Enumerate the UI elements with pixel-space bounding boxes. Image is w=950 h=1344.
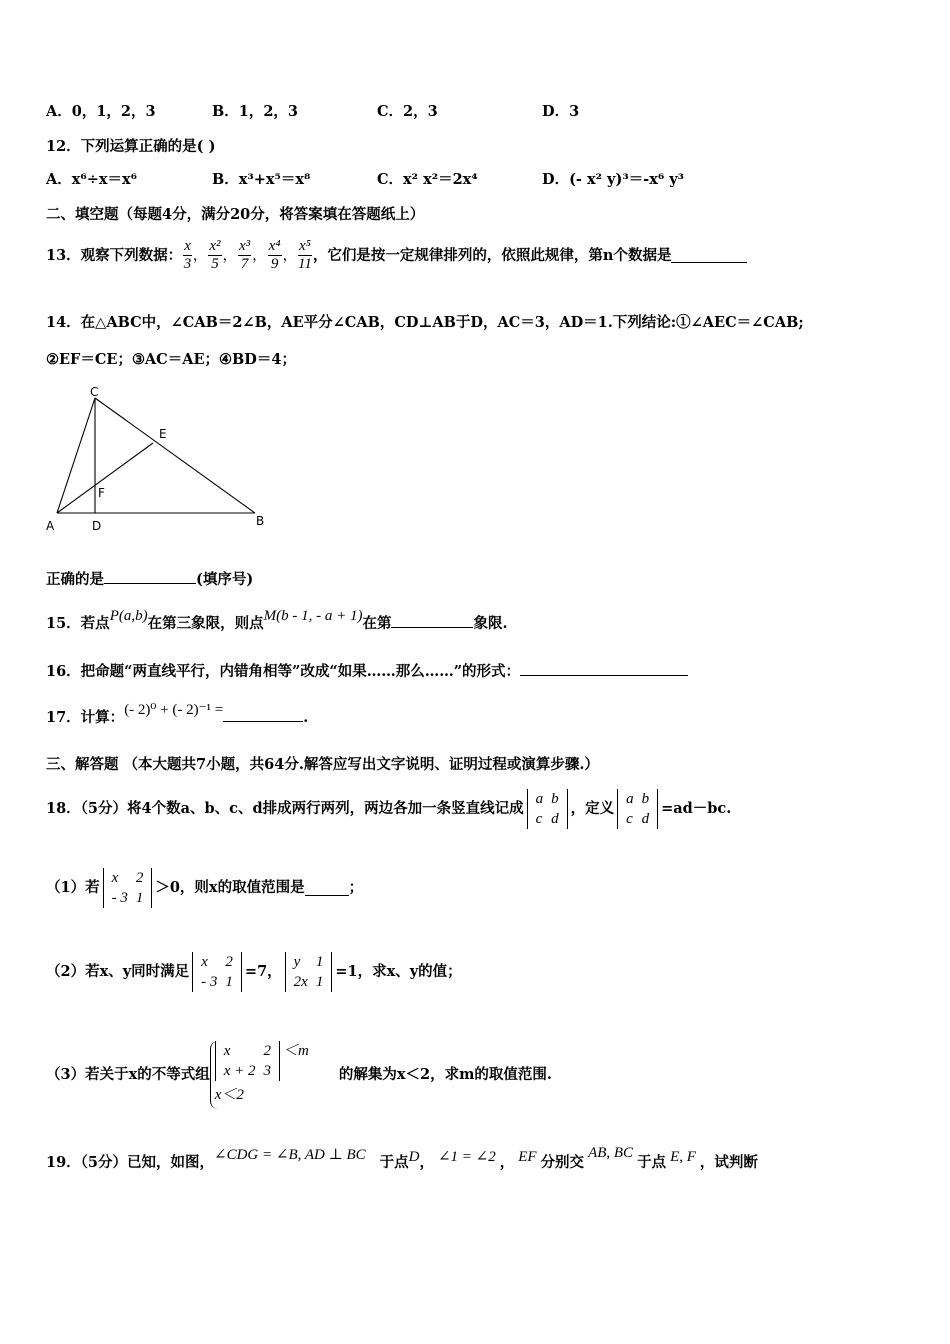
point-p: P(a,b) [109, 608, 148, 624]
q12-option-d: D．(- x² y)³＝-x⁶ y³ [542, 171, 685, 188]
q18-part-1: （1）若 x 2 - 3 1 ＞0，则x的取值范围是 ； [46, 870, 364, 906]
segment-ae [57, 443, 153, 513]
point-m: M(b - 1, - a + 1) [263, 608, 363, 624]
q13-fraction-2: $\frac{\text{x²}}{5}$ [209, 238, 221, 272]
q12-option-c: C．x² x²＝2x⁴ [377, 171, 478, 188]
q16: 16．把命题“两直线平行，内错角相等”改成“如果……那么……”的形式： [46, 661, 688, 682]
label-e: E [159, 427, 167, 441]
q18-p3-determinant: x 2 x + 2 3 [215, 1041, 280, 1081]
q13-lead: 13．观察下列数据： [46, 246, 183, 264]
q11-option-b: B．1，2，3 [212, 103, 299, 120]
q18-p1-answer-blank[interactable] [305, 881, 349, 896]
q12-option-b: B．x³+x⁵＝x⁸ [212, 171, 311, 188]
q18-p3-inequality-system: x 2 x + 2 3 ＜m x＜2 [210, 1041, 309, 1109]
q18-p2-determinant-2: y 1 2x 1 [285, 952, 333, 992]
q18-p2-determinant-1: x 2 - 3 1 [192, 952, 242, 992]
q14-answer: 正确的是 (填序号) [46, 571, 254, 588]
label-b: B [256, 514, 265, 528]
segment-ac [57, 398, 95, 513]
q17: 17．计算：(- 2)⁰ + (- 2)⁻¹ = . [46, 702, 309, 726]
label-c: C [90, 385, 99, 399]
q11-option-a: A．0，1，2，3 [46, 103, 156, 120]
q14-line-2: ②EF＝CE；③AC＝AE；④BD＝4； [46, 351, 296, 368]
segment-cb [95, 398, 255, 513]
q18-part-2: （2）若x、y同时满足 x 2 - 3 1 =7， y 1 2x 1 =1，求x、y的值； [46, 954, 462, 990]
q18-determinant-definition: a b c d [617, 789, 658, 829]
q19-expr-1: ∠CDG = ∠B, AD ⊥ BC [214, 1147, 366, 1163]
q13: 13．观察下列数据： $\frac{x}{3}$ ， $\frac{\text{x²}}{5}$ ， $\frac{\text{x³}}{7}$ ， $\frac{\text{x⁴}}{9}$ ， $\frac{\text{x⁵}}{11}$ ，它们是按一定规律排列的，依照此规律，第n个数据是 [46, 238, 747, 273]
q11-option-c: C．2，3 [377, 103, 438, 120]
q15: 15．若点P(a,b)在第三象限，则点M(b - 1, - a + 1)在第 象限. [46, 608, 508, 632]
q15-answer-blank[interactable] [391, 613, 473, 628]
q19: 19．（5分）已知，如图，∠CDG = ∠B, AD ⊥ BC 于点D， ∠1 = ∠2 ， EF 分别交AB, BC于点 E, F ，试判断 [46, 1145, 758, 1171]
q13-tail: ，它们是按一定规律排列的，依照此规律，第n个数据是 [312, 246, 672, 264]
section-3-heading: 三、解答题 （本大题共7小题，共64分.解答应写出文字说明、证明过程或演算步骤.） [46, 756, 599, 773]
label-a: A [46, 519, 55, 533]
label-d: D [92, 519, 102, 533]
q12-stem: 12．下列运算正确的是( ) [46, 138, 216, 155]
q11-option-d: D．3 [542, 103, 580, 120]
q13-fraction-1: $\frac{x}{3}$ [183, 238, 192, 272]
q13-answer-blank[interactable] [671, 248, 747, 263]
q18-p1-determinant: x 2 - 3 1 [103, 868, 153, 908]
label-f: F [98, 486, 105, 500]
q13-fraction-5: $\frac{\text{x⁵}}{11}$ [298, 238, 312, 272]
q17-answer-blank[interactable] [223, 707, 303, 722]
q19-expr-2: ∠1 = ∠2 [437, 1149, 496, 1165]
section-2-heading: 二、填空题（每题4分，满分20分，将答案填在答题纸上） [46, 206, 425, 223]
q12-option-a: A．x⁶÷x＝x⁶ [46, 171, 138, 188]
q14-answer-blank[interactable] [104, 569, 196, 584]
q16-answer-blank[interactable] [520, 661, 688, 676]
q13-fraction-4: $\frac{\text{x⁴}}{9}$ [268, 238, 281, 272]
q17-expression: (- 2)⁰ + (- 2)⁻¹ = [124, 702, 224, 718]
q13-fraction-3: $\frac{\text{x³}}{7}$ [239, 238, 251, 272]
q18-determinant-abcd: a b c d [527, 789, 568, 829]
q18-part-3: （3）若关于x的不等式组 x 2 x + 2 3 ＜m x＜2 的解集为x＜2，求m的取值范围. [46, 1030, 552, 1120]
q18-stem: 18．（5分）将4个数a、b、c、d排成两行两列，两边各加一条竖直线记成 a b c d ，定义 a b c d =ad－bc. [46, 791, 732, 827]
q14-triangle-figure [40, 382, 275, 537]
q14-line-1: 14．在△ABC中，∠CAB＝2∠B，AE平分∠CAB，CD⊥AB于D，AC＝3，AD＝1.下列结论:①∠AEC＝∠CAB; [46, 314, 804, 331]
